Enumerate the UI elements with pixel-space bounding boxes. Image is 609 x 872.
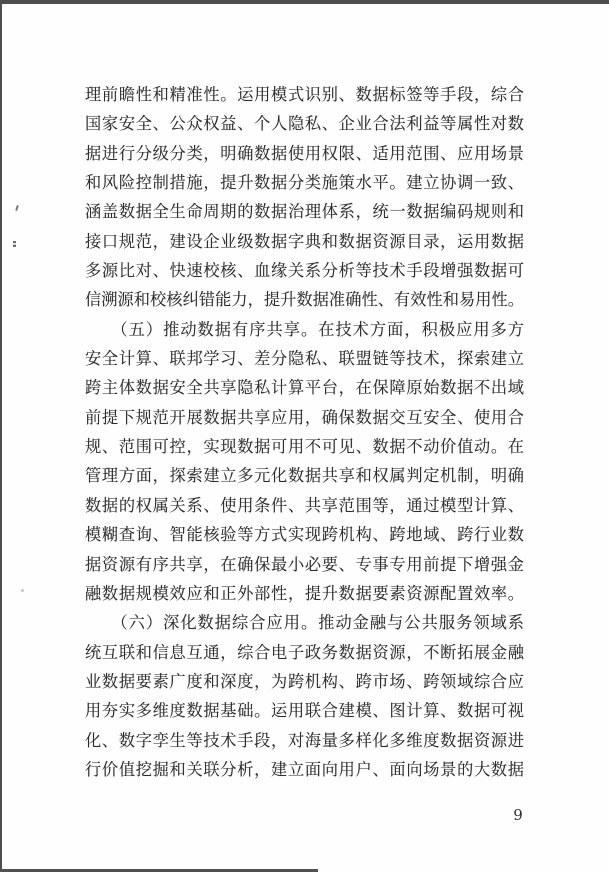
scan-speck	[13, 241, 16, 247]
text-line: 接口规范，建设企业级数据字典和数据资源目录，运用数据	[85, 231, 524, 251]
text-line: 多源比对、快速校核、血缘关系分析等技术手段增强数据可	[85, 261, 524, 281]
text-line: 规、范围可控，实现数据可用不可见、数据不动价值动。在	[85, 437, 524, 457]
text-line: 信溯源和校核纠错能力，提升数据准确性、有效性和易用性。	[85, 290, 524, 310]
text-line: 化、数字孪生等技术手段，对海量多样化多维度数据资源进	[85, 730, 524, 750]
text-line: 国家安全、公众权益、个人隐私、企业合法利益等属性对数	[85, 114, 524, 134]
text-line: 据进行分级分类，明确数据使用权限、适用范围、应用场景	[85, 143, 524, 163]
text-line: 涵盖数据全生命周期的数据治理体系，统一数据编码规则和	[85, 202, 524, 222]
scan-edge-top	[0, 0, 609, 4]
text-line: （五）推动数据有序共享。在技术方面，积极应用多方	[85, 319, 524, 339]
text-line: 统互联和信息互通，综合电子政务数据资源，不断拓展金融	[85, 642, 524, 662]
text-line: 数据的权属关系、使用条件、共享范围等，通过模型计算、	[85, 495, 524, 515]
text-line: 据资源有序共享，在确保最小必要、专事专用前提下增强金	[85, 554, 524, 574]
text-line: 融数据规模效应和正外部性，提升数据要素资源配置效率。	[85, 583, 524, 603]
text-line: 管理方面，探索建立多元化数据共享和权属判定机制，明确	[85, 466, 524, 486]
text-line: 和风险控制措施，提升数据分类施策水平。建立协调一致、	[85, 173, 524, 193]
text-line: 行价值挖掘和关联分析，建立面向用户、面向场景的大数据	[85, 759, 524, 779]
scan-speck	[15, 205, 19, 211]
scan-edge-left	[0, 0, 2, 872]
text-line: 跨主体数据安全共享隐私计算平台，在保障原始数据不出域	[85, 378, 524, 398]
text-line: 安全计算、联邦学习、差分隐私、联盟链等技术，探索建立	[85, 349, 524, 369]
text-line: 用夯实多维度数据基础。运用联合建模、图计算、数据可视	[85, 701, 524, 721]
text-line: （六）深化数据综合应用。推动金融与公共服务领域系	[85, 613, 524, 633]
text-line: 业数据要素广度和深度，为跨机构、跨市场、跨领域综合应	[85, 671, 524, 691]
text-line: 前提下规范开展数据共享应用，确保数据交互安全、使用合	[85, 407, 524, 427]
scan-speck	[21, 589, 24, 592]
text-line: 理前瞻性和精准性。运用模式识别、数据标签等手段，综合	[85, 85, 524, 104]
document-body-text	[85, 80, 524, 784]
page-number: 9	[513, 806, 523, 824]
text-line: 模糊查询、智能核验等方式实现跨机构、跨地域、跨行业数	[85, 525, 524, 545]
